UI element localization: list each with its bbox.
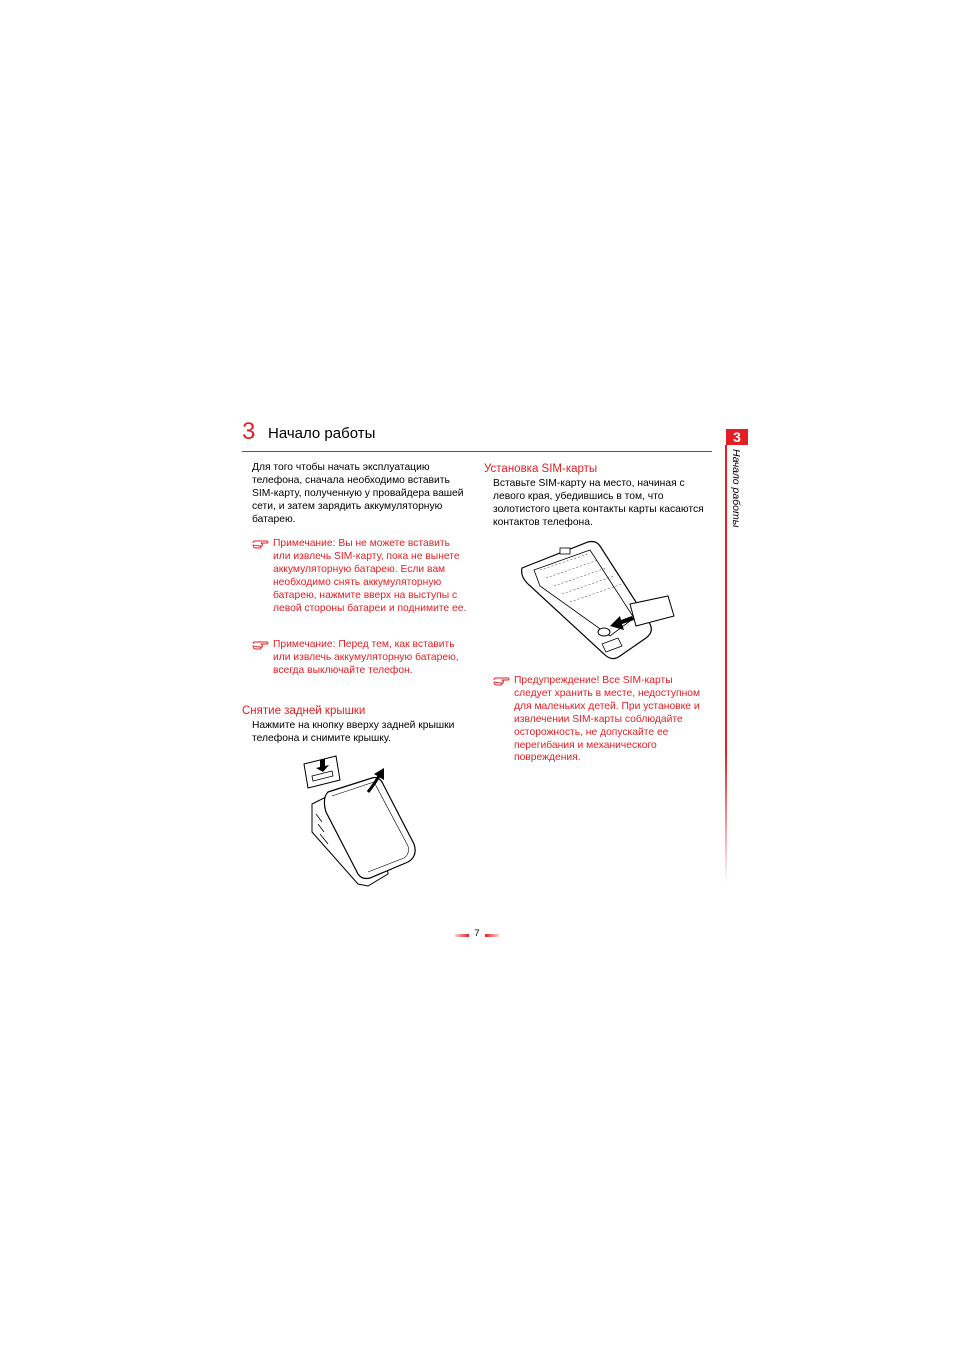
page-number-bar-right xyxy=(485,934,499,937)
section-title-remove-cover: Снятие задней крышки xyxy=(242,705,366,717)
page-number: 7 xyxy=(474,928,480,939)
chapter-number: 3 xyxy=(242,418,256,445)
pointing-hand-icon xyxy=(493,675,510,687)
note-1 xyxy=(252,538,470,615)
pointing-hand-icon xyxy=(252,639,269,651)
sim-insert-illustration xyxy=(518,540,678,664)
note-2-text: Примечание: Перед тем, как вставить или извлечь аккумуляторную батарею, всегда выключайте телефон. xyxy=(273,639,459,676)
section-text-remove-cover: Нажмите на кнопку вверху задней крышки телефона и снимите крышку. xyxy=(252,720,455,744)
header-divider xyxy=(242,451,712,452)
remove-cover-illustration xyxy=(298,752,422,890)
section-text-sim: Вставьте SIM-карту на место, начиная с левого края, убедившись в том, что золотистого цвета контакты карты касаются контактов телефона. xyxy=(493,478,704,528)
side-tab-label: Начало работы xyxy=(730,449,742,528)
intro-paragraph: Для того чтобы начать эксплуатацию телефона, сначала необходимо вставить SIM-карту, полученную у провайдера вашей сети, и затем зарядить аккумуляторную батарею. xyxy=(252,462,464,525)
side-tab-bar xyxy=(725,445,727,885)
warning-note xyxy=(493,675,707,765)
section-title-sim: Установка SIM-карты xyxy=(484,463,598,475)
page-number-bar-left xyxy=(455,934,469,937)
chapter-title: Начало работы xyxy=(268,425,376,442)
note-2 xyxy=(252,639,470,678)
note-1-text: Примечание: Вы не можете вставить или извлечь SIM-карту, пока не вынете аккумуляторную батарею. Если вам необходимо снять аккумуляторную батарею, нажмите вверх на выступы с левой стороны батареи и поднимите ее. xyxy=(273,538,467,614)
warning-text: Предупреждение! Все SIM-карты следует хранить в месте, недоступном для маленьких детей. При установке и извлечении SIM-карты соблюдайте осторожность, не допускайте ее перегибания и механического повреждения. xyxy=(514,675,701,764)
side-tab-number: 3 xyxy=(726,429,748,445)
pointing-hand-icon xyxy=(252,538,269,550)
cover-button-inset xyxy=(304,756,340,788)
